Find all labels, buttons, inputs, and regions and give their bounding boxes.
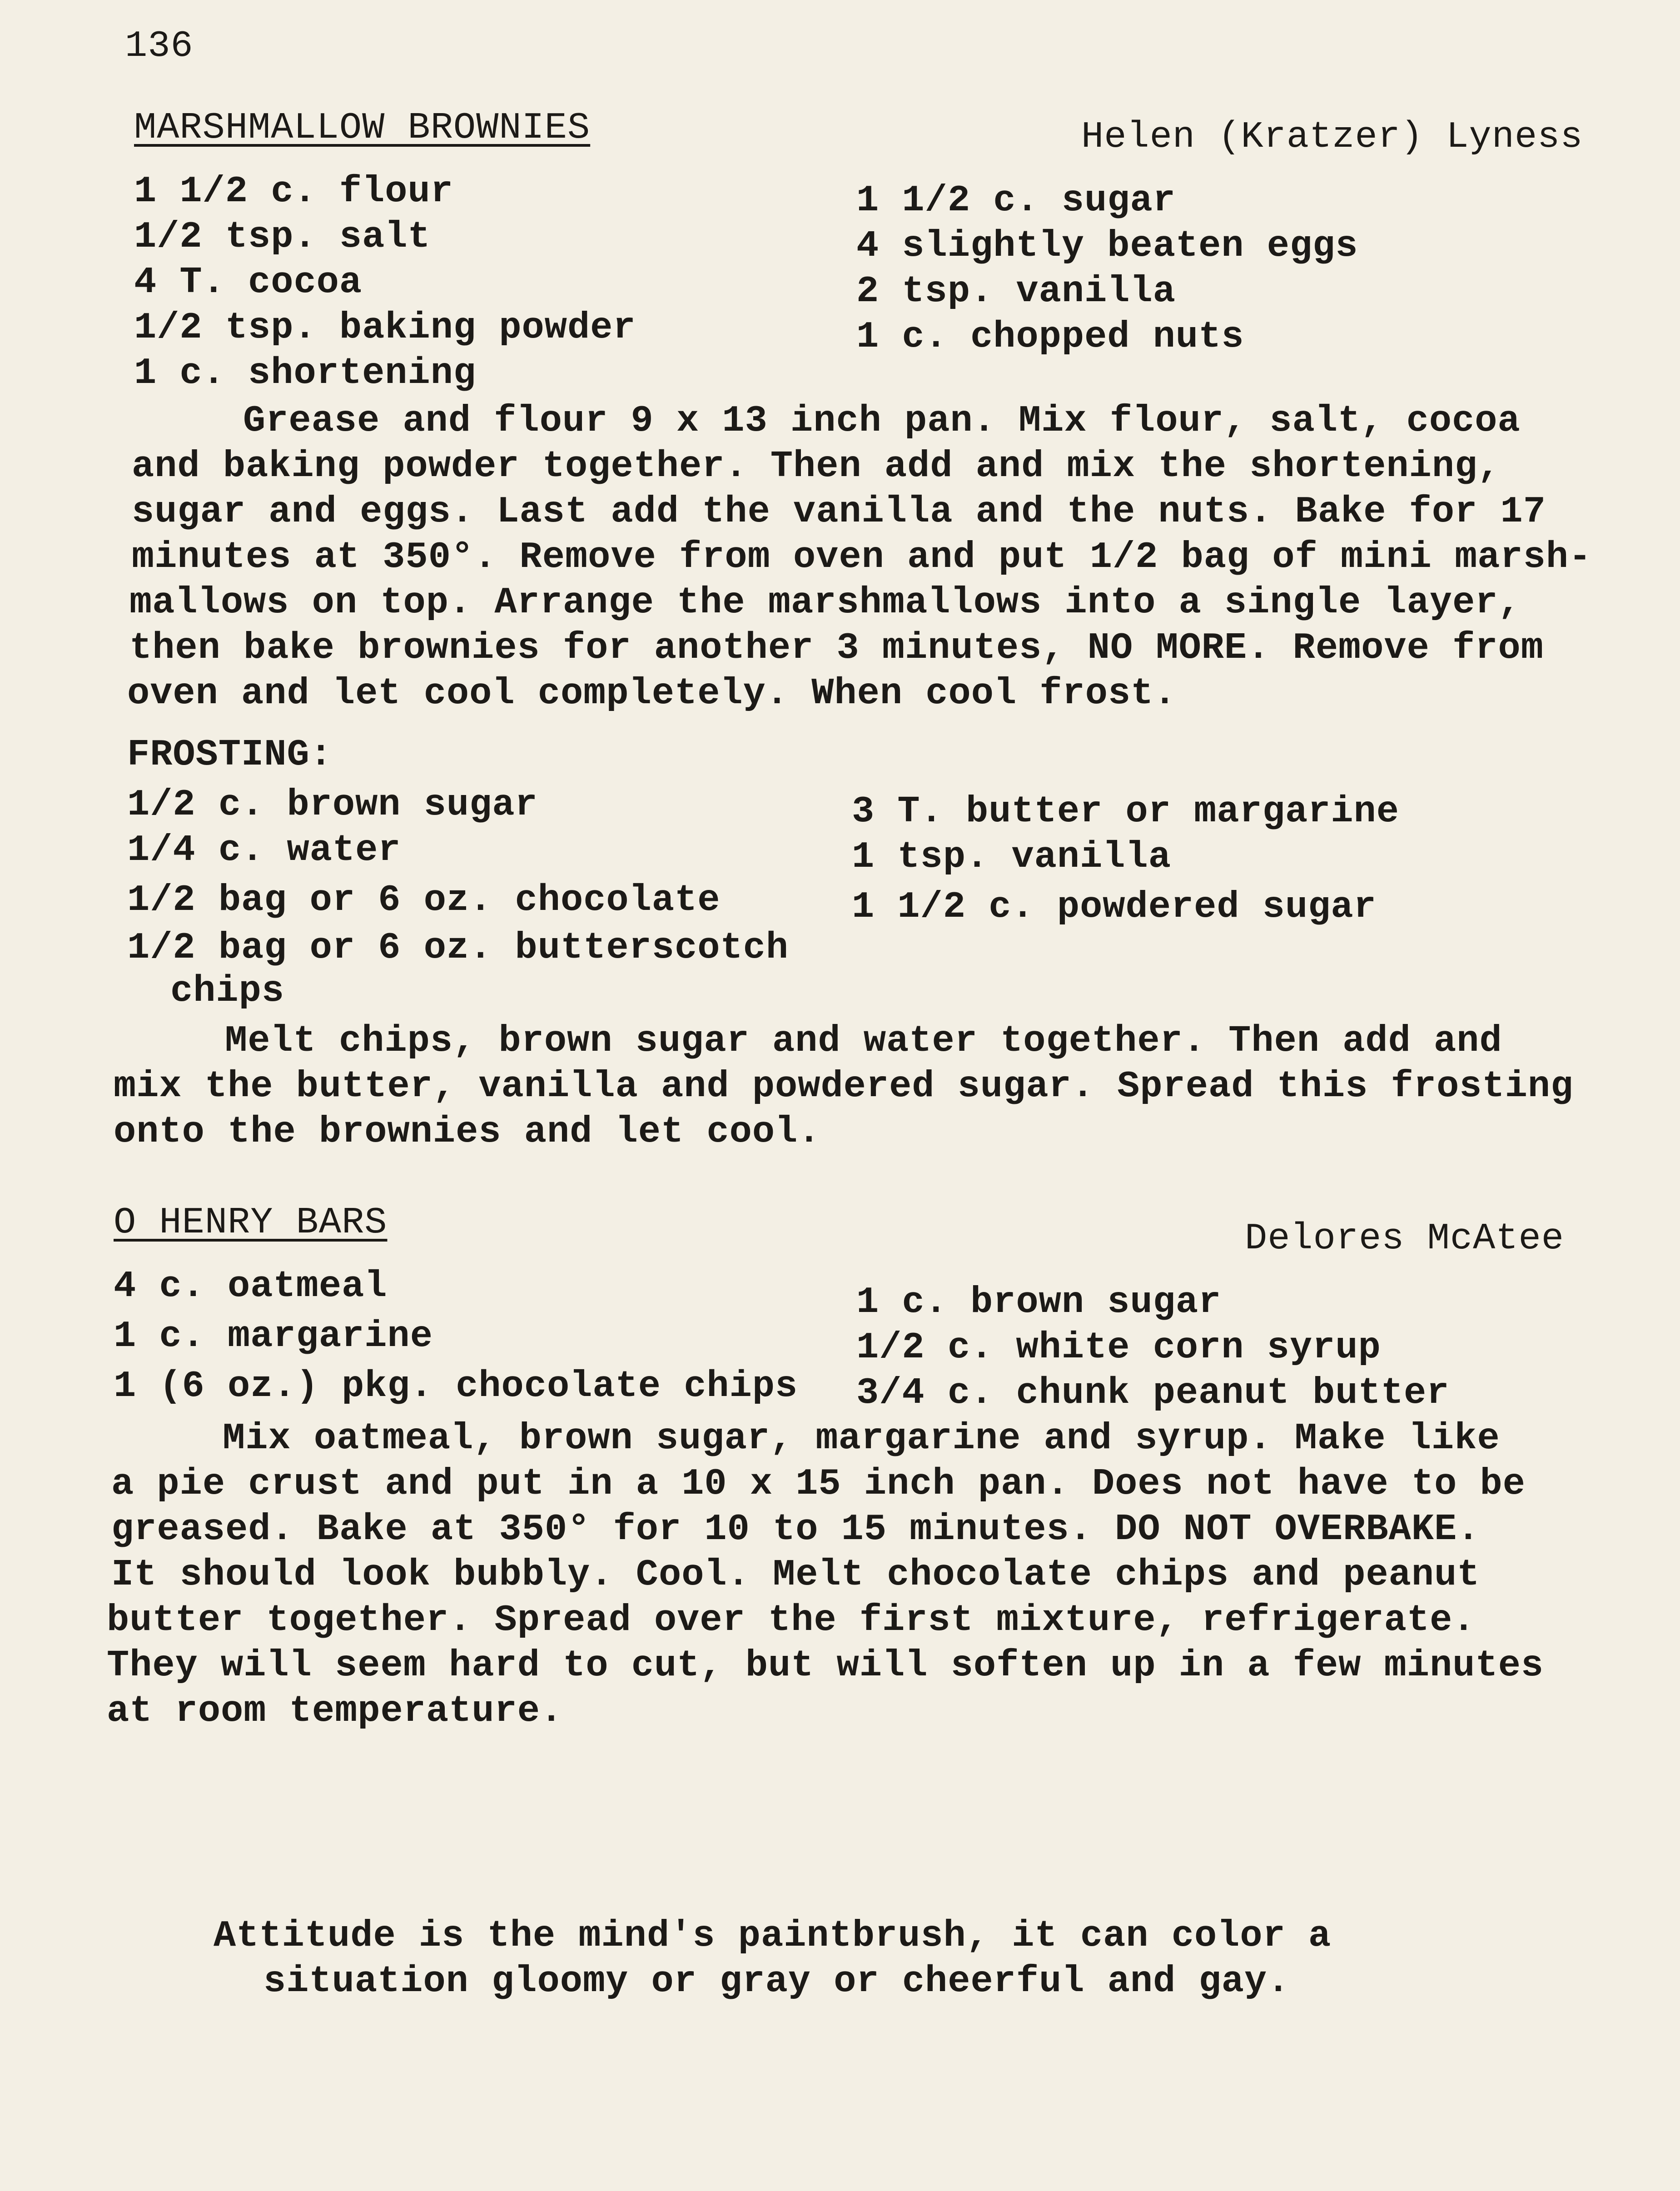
frosting-ingredient: 1 tsp. vanilla — [852, 836, 1171, 878]
directions-line: greased. Bake at 350° for 10 to 15 minutes. DO NOT OVERBAKE. — [111, 1508, 1480, 1550]
directions-line: It should look bubbly. Cool. Melt chocolate chips and peanut — [111, 1554, 1480, 1596]
ingredient: 1 c. shortening — [134, 352, 477, 394]
ingredient: 4 c. oatmeal — [114, 1265, 388, 1307]
directions-line: butter together. Spread over the first mixture, refrigerate. — [107, 1599, 1476, 1641]
recipe-author: Delores McAtee — [1245, 1217, 1564, 1260]
frosting-directions-line: mix the butter, vanilla and powdered sugar. Spread this frosting — [114, 1065, 1574, 1108]
page-number: 136 — [125, 25, 194, 67]
frosting-directions-line: Melt chips, brown sugar and water together. Then add and — [225, 1020, 1502, 1062]
directions-line: minutes at 350°. Remove from oven and put 1/2 bag of mini marsh- — [132, 536, 1592, 578]
ingredient: 3/4 c. chunk peanut butter — [856, 1372, 1450, 1414]
directions-line: then bake brownies for another 3 minutes, NO MORE. Remove from — [129, 627, 1544, 669]
directions-line: a pie crust and put in a 10 x 15 inch pan. Does not have to be — [111, 1463, 1526, 1505]
directions-line: at room temperature. — [107, 1690, 563, 1732]
frosting-ingredient: 1/2 c. brown sugar — [127, 784, 538, 826]
ingredient: 1/2 c. white corn syrup — [856, 1327, 1381, 1369]
directions-line: sugar and eggs. Last add the vanilla and the nuts. Bake for 17 — [132, 491, 1546, 533]
ingredient: 1 1/2 c. flour — [134, 170, 453, 213]
frosting-ingredient: 1/2 bag or 6 oz. butterscotch — [127, 927, 789, 969]
frosting-ingredient: 1 1/2 c. powdered sugar — [852, 886, 1377, 928]
quote-line: Attitude is the mind's paintbrush, it can color a — [214, 1915, 1332, 1957]
recipe-title-o-henry-bars: O HENRY BARS — [114, 1202, 388, 1244]
ingredient: 1 (6 oz.) pkg. chocolate chips — [114, 1365, 798, 1407]
frosting-heading: FROSTING: — [127, 734, 333, 776]
ingredient: 4 T. cocoa — [134, 261, 363, 303]
directions-line: Grease and flour 9 x 13 inch pan. Mix flour, salt, cocoa — [243, 400, 1521, 442]
ingredient: 1 1/2 c. sugar — [856, 179, 1176, 222]
frosting-ingredient: 1/2 bag or 6 oz. chocolate — [127, 879, 721, 921]
ingredient: 4 slightly beaten eggs — [856, 225, 1358, 267]
directions-line: and baking powder together. Then add and mix the shortening, — [132, 445, 1501, 487]
recipe-title-marshmallow-brownies: MARSHMALLOW BROWNIES — [134, 107, 591, 149]
directions-line: Mix oatmeal, brown sugar, margarine and syrup. Make like — [223, 1417, 1500, 1460]
frosting-ingredient: chips — [170, 970, 285, 1012]
quote-line: situation gloomy or gray or cheerful and gay. — [263, 1960, 1290, 2002]
directions-line: oven and let cool completely. When cool frost. — [127, 672, 1177, 715]
directions-line: They will seem hard to cut, but will soften up in a few minutes — [107, 1644, 1544, 1687]
recipe-author: Helen (Kratzer) Lyness — [1081, 116, 1583, 158]
ingredient: 1 c. chopped nuts — [856, 316, 1244, 358]
ingredient: 2 tsp. vanilla — [856, 270, 1176, 313]
frosting-directions-line: onto the brownies and let cool. — [114, 1111, 821, 1153]
frosting-ingredient: 3 T. butter or margarine — [852, 790, 1399, 833]
frosting-ingredient: 1/4 c. water — [127, 829, 401, 871]
ingredient: 1/2 tsp. baking powder — [134, 307, 636, 349]
ingredient: 1/2 tsp. salt — [134, 216, 431, 258]
directions-line: mallows on top. Arrange the marshmallows into a single layer, — [129, 581, 1521, 624]
ingredient: 1 c. margarine — [114, 1315, 433, 1357]
ingredient: 1 c. brown sugar — [856, 1281, 1222, 1323]
